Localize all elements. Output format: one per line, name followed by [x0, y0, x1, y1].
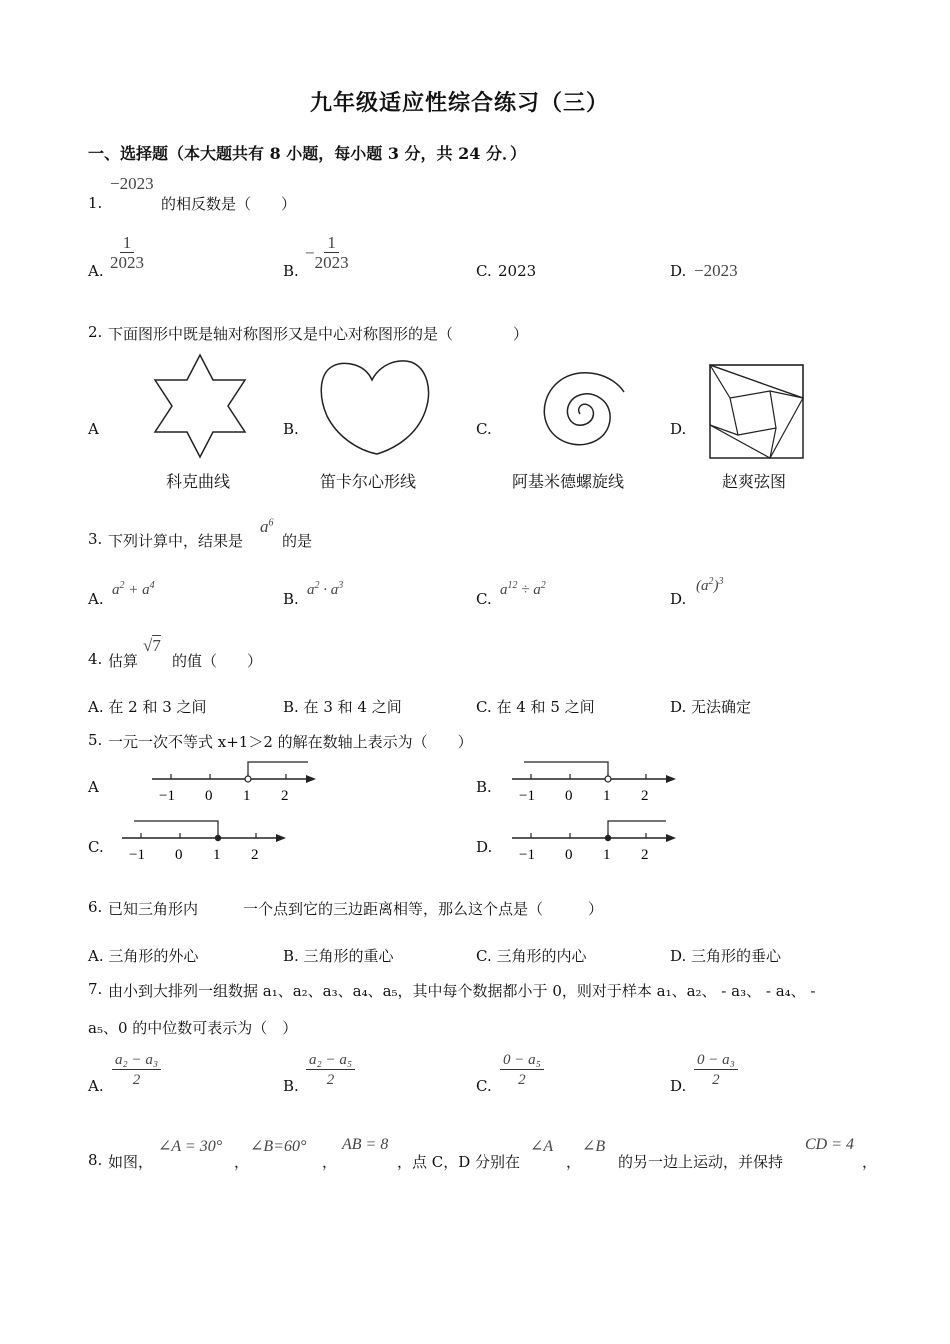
q7-option-a-label: A.: [88, 1077, 104, 1095]
section-heading: 一、选择题（本大题共有 8 小题，每小题 3 分，共 24 分．）: [88, 144, 526, 163]
q1-stem: 的相反数是（ ）: [161, 195, 297, 213]
q4-option-b: B. 在 3 和 4 之间: [283, 698, 402, 716]
open-point: [605, 776, 611, 782]
page-title: 九年级适应性综合练习（三）: [310, 90, 610, 116]
q1-option-b-label: B.: [283, 262, 299, 280]
tick-label: −1: [519, 847, 535, 863]
q3-option-a-label: A.: [88, 590, 104, 608]
q2-option-b-label: B.: [283, 420, 299, 438]
q8-sep2: ，: [322, 1153, 338, 1171]
q2-stem: 下面图形中既是轴对称图形又是中心对称图形的是（ ）: [108, 325, 529, 343]
tick-label: 0: [565, 847, 573, 863]
q1-option-d-label: D.: [670, 262, 687, 280]
arrow-head: [666, 775, 676, 783]
q1-number: 1.: [88, 194, 103, 212]
q6-stem: 已知三角形内 一个点到它的三边距离相等，那么这个点是（ ）: [108, 900, 604, 918]
tick-label: 1: [603, 847, 611, 863]
q2-caption-a: 科克曲线: [166, 472, 231, 491]
solution-bracket: [608, 821, 666, 834]
tick-label: 2: [281, 788, 289, 804]
open-point: [245, 776, 251, 782]
q2-caption-d: 赵爽弦图: [722, 472, 787, 491]
q7-option-c-label: C.: [476, 1077, 492, 1095]
number-line-b: [510, 758, 680, 806]
arrow-head: [276, 834, 286, 842]
q3-option-b-label: B.: [283, 590, 299, 608]
q8-angle-b-ref: ∠B: [582, 1138, 606, 1155]
q3-stem-pre: 下列计算中，结果是: [108, 532, 244, 550]
q8-ab-length: AB = 8: [342, 1136, 389, 1153]
q5-option-c-label: C.: [88, 838, 104, 856]
number-line-a: [150, 758, 320, 806]
arrow-head: [306, 775, 316, 783]
q1-option-c-label: C.: [476, 262, 492, 280]
q8-angle-b: ∠B=60°: [250, 1138, 307, 1155]
spiral-curve: [544, 373, 624, 445]
q6-option-a: A. 三角形的外心: [88, 947, 199, 965]
q4-stem-post: 的值（ ）: [172, 652, 263, 670]
solution-bracket: [524, 762, 608, 775]
q8-end: ，: [862, 1153, 878, 1171]
closed-point: [215, 835, 221, 841]
arrow-head: [666, 834, 676, 842]
archimedes-spiral-figure: [518, 360, 633, 455]
koch-star-figure: [150, 352, 250, 462]
q8-cd-length: CD = 4: [805, 1136, 855, 1153]
tick-label: −1: [129, 847, 145, 863]
q4-option-d: D. 无法确定: [670, 698, 752, 716]
q7-option-a-fraction: $\frac{\text{a₂ − a₃}}{2}$: [112, 1051, 161, 1090]
q7-option-c-fraction: $\frac{\text{0 − a₅}}{2}$: [500, 1051, 544, 1090]
q4-stem-pre: 估算: [108, 652, 139, 670]
tick-label: 0: [175, 847, 183, 863]
tick-label: 0: [205, 788, 213, 804]
q6-option-b: B. 三角形的重心: [283, 947, 394, 965]
q3-option-b-expr: $a^2 \cdot a^3$: [307, 580, 344, 598]
q5-stem: 一元一次不等式 x+1＞2 的解在数轴上表示为（ ）: [108, 733, 473, 751]
tick-label: 2: [641, 847, 649, 863]
q8-angle-a-ref: ∠A: [530, 1138, 554, 1155]
q5-number: 5.: [88, 731, 103, 749]
q1-option-c-text: 2023: [498, 262, 537, 280]
q5-option-d-label: D.: [476, 838, 493, 856]
q2-caption-c: 阿基米德螺旋线: [512, 472, 625, 491]
q8-sep1: ，: [234, 1153, 250, 1171]
q7-option-d-label: D.: [670, 1077, 687, 1095]
hexagram-shape: [155, 355, 245, 457]
q1-option-d-text: −2023: [694, 261, 738, 280]
tick-label: 1: [243, 788, 251, 804]
q3-option-d-expr: $(a^2)^3$: [696, 576, 724, 594]
center-square: [730, 391, 776, 435]
q3-stem-power: $a^6$: [260, 517, 274, 536]
q7-stem-line2: a₅、0 的中位数可表示为（ ）: [88, 1019, 298, 1037]
zhao-shuang-diagram: [708, 363, 806, 461]
tick-label: −1: [519, 788, 535, 804]
tick-label: 2: [251, 847, 259, 863]
q8-mid: ，点 C，D 分别在: [397, 1153, 521, 1171]
q1-option-a-label: A.: [88, 262, 104, 280]
q7-option-b-fraction: $\frac{\text{a₂ − a₅}}{2}$: [306, 1051, 355, 1090]
q7-option-b-label: B.: [283, 1077, 299, 1095]
tick-label: 1: [603, 788, 611, 804]
q5-option-b-label: B.: [476, 778, 492, 796]
tick-label: 1: [213, 847, 221, 863]
outer-square: [710, 365, 803, 458]
q3-option-c-expr: $a^{12} \div a^2$: [500, 580, 546, 598]
q5-option-a-label: A: [88, 778, 99, 796]
q8-pre: 如图，: [108, 1153, 154, 1171]
q7-option-d-fraction: $\frac{\text{0 − a₃}}{2}$: [694, 1051, 738, 1090]
q2-number: 2.: [88, 323, 103, 341]
q1-expression: −2023: [110, 174, 154, 193]
q1-option-b-fraction: − $\frac{1}{2023}$: [305, 233, 349, 272]
q2-option-d-label: D.: [670, 420, 687, 438]
tick-label: −1: [159, 788, 175, 804]
inner-tilted-square: [710, 365, 803, 458]
number-line-c: [120, 817, 290, 865]
q3-option-d-label: D.: [670, 590, 687, 608]
q8-angle-a: ∠A = 30°: [158, 1138, 223, 1155]
solution-bracket: [134, 821, 218, 834]
solution-bracket: [248, 762, 308, 775]
q8-mid2: 的另一边上运动，并保持: [618, 1153, 784, 1171]
q6-option-d: D. 三角形的垂心: [670, 947, 782, 965]
cardioid-figure: [315, 358, 435, 458]
q2-option-a-label: A: [88, 420, 99, 438]
q6-number: 6.: [88, 898, 103, 916]
q4-option-a: A. 在 2 和 3 之间: [88, 698, 207, 716]
heart-curve: [321, 361, 428, 454]
tick-label: 2: [641, 788, 649, 804]
tick-label: 0: [565, 788, 573, 804]
q3-option-a-expr: $a^2 + a^4$: [112, 580, 155, 598]
q1-option-a-fraction: $\frac{1}{2023}$: [110, 233, 144, 272]
closed-point: [605, 835, 611, 841]
q8-number: 8.: [88, 1151, 103, 1169]
q7-stem-line1: 由小到大排列一组数据 a₁、a₂、a₃、a₄、a₅，其中每个数据都小于 0，则对于样本 a₁、a₂、 - a₃、 - a₄、 -: [108, 982, 816, 1000]
q2-caption-b: 笛卡尔心形线: [320, 472, 417, 491]
q3-stem-post: 的是: [282, 532, 313, 550]
q7-number: 7.: [88, 980, 103, 998]
q2-option-c-label: C.: [476, 420, 492, 438]
q8-sep3: ，: [566, 1153, 582, 1171]
q4-sqrt: √7: [143, 636, 161, 655]
q6-option-c: C. 三角形的内心: [476, 947, 587, 965]
q4-number: 4.: [88, 650, 103, 668]
q3-number: 3.: [88, 530, 103, 548]
q4-option-c: C. 在 4 和 5 之间: [476, 698, 595, 716]
q3-option-c-label: C.: [476, 590, 492, 608]
number-line-d: [510, 817, 680, 865]
